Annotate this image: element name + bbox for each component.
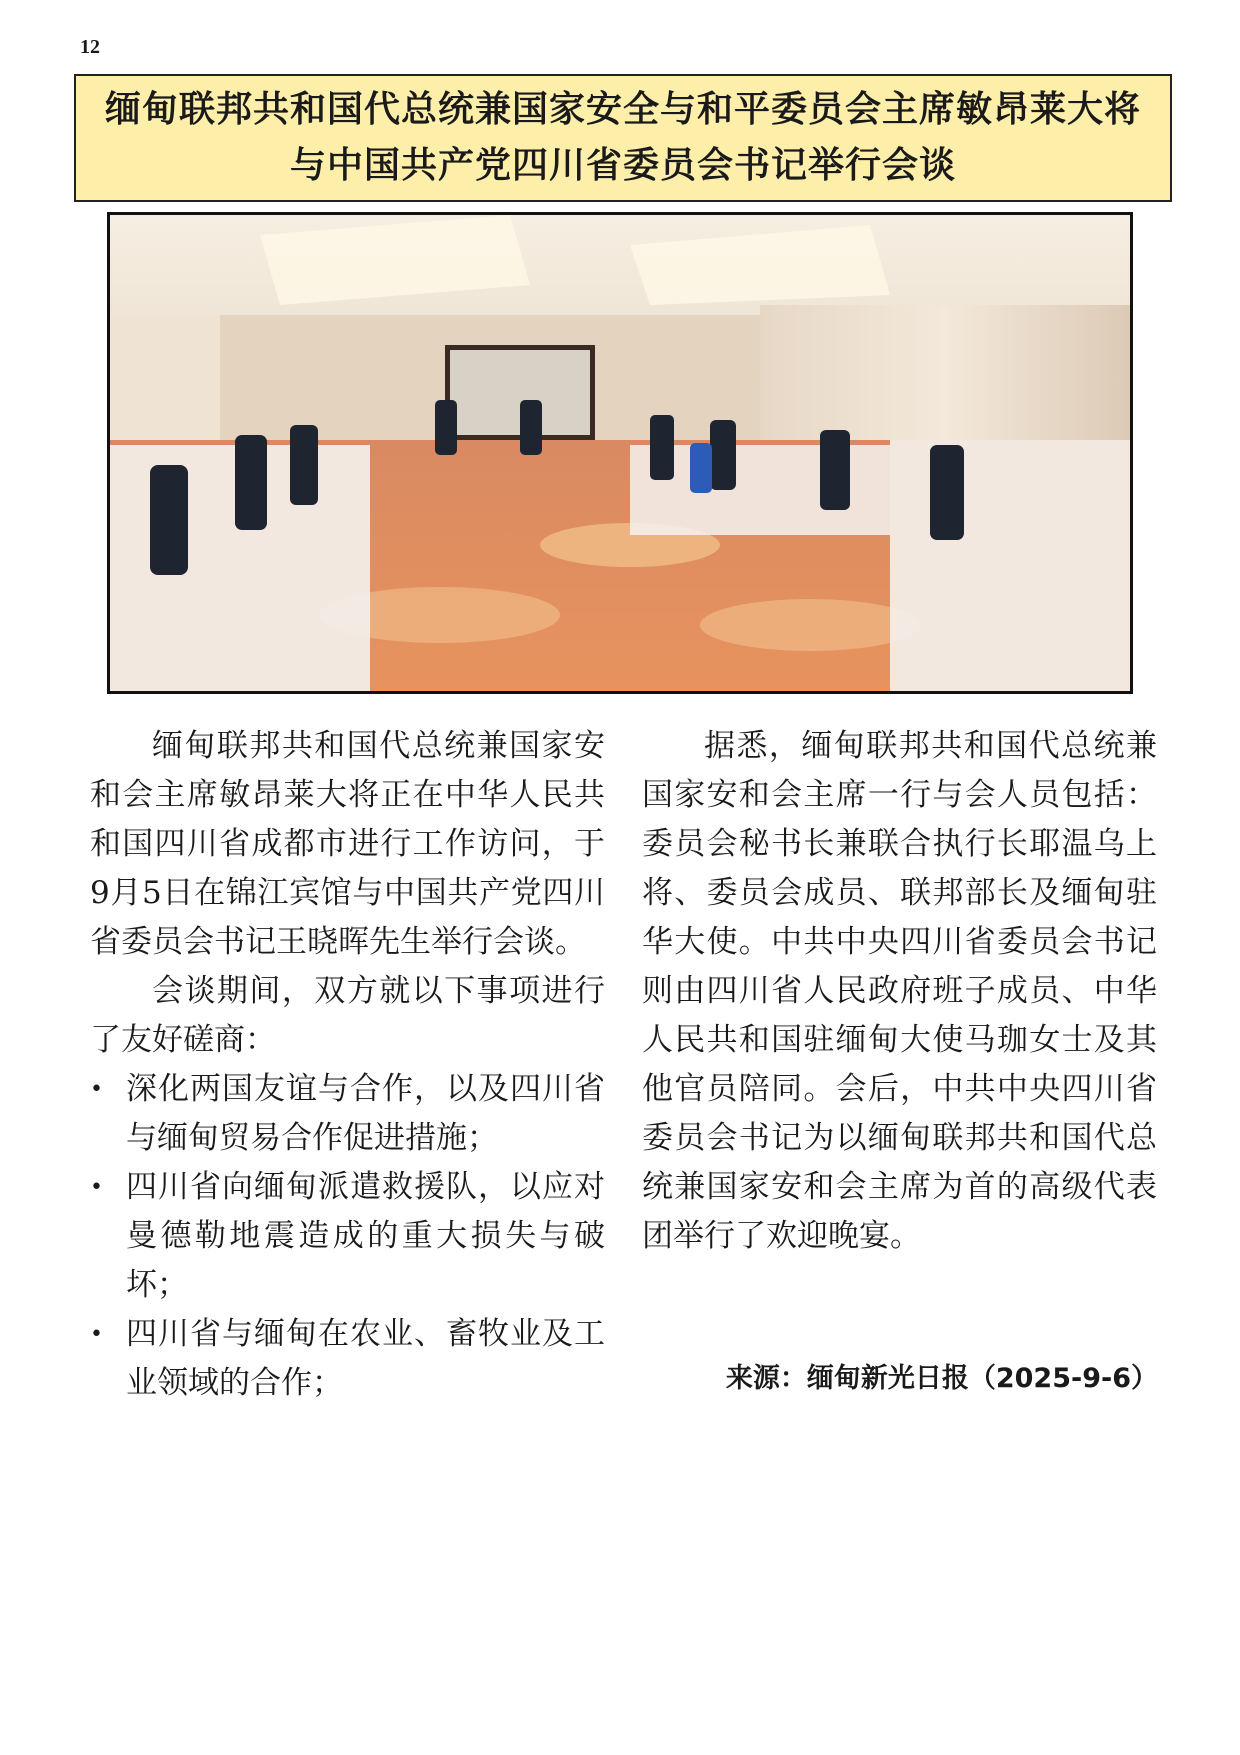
paragraph-2: 会谈期间，双方就以下事项进行了友好磋商： [90,973,605,1058]
article-column-right [642,722,1157,1261]
meeting-photo [107,212,1133,694]
title-line-2: 与中国共产党四川省委员会书记举行会谈 [289,145,956,186]
topic-list [90,1065,605,1408]
list-item [90,1163,605,1310]
list-item-text: 四川省向缅甸派遣救援队，以应对曼德勒地震造成的重大损失与破坏； [126,1169,605,1303]
bullet-icon: • [90,1322,103,1347]
article-title [74,74,1172,202]
page-number: 12 [80,36,100,58]
bullet-icon: • [90,1077,103,1102]
paragraph-1: 缅甸联邦共和国代总统兼国家安和会主席敏昂莱大将正在中华人民共和国四川省成都市进行工作访问，于9月5日在锦江宾馆与中国共产党四川省委员会书记王晓晖先生举行会谈。 [90,728,605,960]
article-column-left [90,722,605,1408]
title-line-1: 缅甸联邦共和国代总统兼国家安全与和平委员会主席敏昂莱大将 [104,89,1141,130]
list-item-text: 深化两国友谊与合作，以及四川省与缅甸贸易合作促进措施； [126,1071,605,1156]
list-item [90,1065,605,1163]
list-item [90,1310,605,1408]
bullet-icon: • [90,1175,103,1200]
source-credit: 来源：缅甸新光日报（2025-9-6） [725,1363,1158,1394]
paragraph-3: 据悉，缅甸联邦共和国代总统兼国家安和会主席一行与会人员包括：委员会秘书长兼联合执行长耶温乌上将、委员会成员、联邦部长及缅甸驻华大使。中共中央四川省委员会书记则由四川省人民政府班子成员、中华人民共和国驻缅甸大使马珈女士及其他官员陪同。会后，中共中央四川省委员会书记为以缅甸联邦共和国代总统兼国家安和会主席为首的高级代表团举行了欢迎晚宴。 [642,728,1157,1254]
list-item-text: 四川省与缅甸在农业、畜牧业及工业领域的合作； [126,1316,605,1401]
